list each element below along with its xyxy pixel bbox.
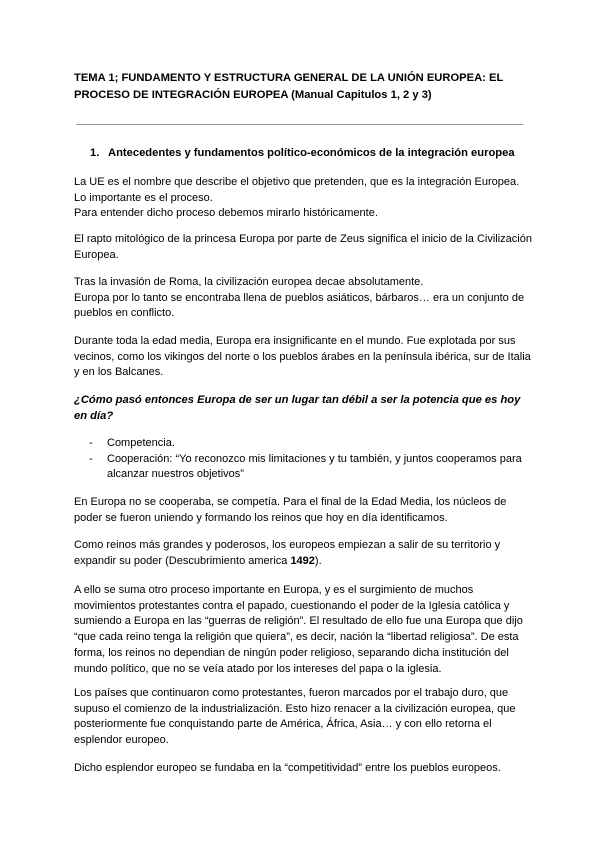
paragraph-text: El rapto mitológico de la princesa Europa por parte de Zeus significa el inicio de la Civilización Europea. <box>74 233 532 261</box>
paragraph-religion <box>74 583 534 677</box>
paragraph-line: Para entender dicho proceso debemos mirarlo históricamente. <box>74 207 378 220</box>
list-item <box>74 452 534 483</box>
horizontal-divider <box>76 124 523 125</box>
list-dash: - <box>89 452 93 465</box>
paragraph-text: Durante toda la edad media, Europa era insignificante en el mundo. Fue explotada por sus vecinos, como los vikingos del norte o los pueblos árabes en la península ibérica, sur de Italia y en los Balcanes. <box>74 335 531 379</box>
paragraph-rome <box>74 275 534 322</box>
section-heading-text: Antecedentes y fundamentos político-económicos de la integración europea <box>108 147 515 159</box>
list-item-text: Cooperación: “Yo reconozco mis limitaciones y tu también, y juntos cooperamos para alcanzar nuestros objetivos” <box>107 452 522 481</box>
question-heading <box>74 393 534 424</box>
paragraph-span: ). <box>314 554 322 567</box>
paragraph-competitiveness <box>74 761 534 777</box>
list-item-text: Competencia. <box>107 437 175 449</box>
paragraph-text: En Europa no se cooperaba, se competía. Para el final de la Edad Media, los núcleos de poder se fueron uniendo y formando los reinos que hoy en día identificamos. <box>74 496 507 524</box>
bullet-list <box>74 436 534 483</box>
paragraph-competition <box>74 495 534 526</box>
document-title: TEMA 1; FUNDAMENTO Y ESTRUCTURA GENERAL DE LA UNIÓN EUROPEA: EL PROCESO DE INTEGRACIÓN EUROPEA (Manual Capitulos 1, 2 y 3) <box>74 72 504 101</box>
paragraph-expansion <box>74 538 534 569</box>
section-heading <box>90 145 540 161</box>
paragraph-text: Los países que continuaron como protestantes, fueron marcados por el trabajo duro, que supuso el comienzo de la industrialización. Esto hizo renacer a la civilización europea, que posteriormente fue conquistando parte de América, África, Asia… y con ello retorna el esplendor europeo. <box>74 687 516 747</box>
paragraph-span: Como reinos más grandes y poderosos, los europeos empiezan a salir de su territorio y expandir su poder (Descubrimiento america <box>74 539 501 567</box>
paragraph-middle-ages <box>74 334 534 381</box>
paragraph-mythology <box>74 232 534 263</box>
paragraph-line: La UE es el nombre que describe el objetivo que pretenden, que es la integración Europea. <box>74 176 520 188</box>
paragraph-line: Tras la invasión de Roma, la civilización europea decae absolutamente. <box>74 276 424 288</box>
question-text: ¿Cómo pasó entonces Europa de ser un lugar tan débil a ser la potencia que es hoy en día? <box>74 394 521 422</box>
paragraph-text <box>74 538 534 569</box>
paragraph-line: Lo importante es el proceso. <box>74 191 213 204</box>
paragraph-industrialization <box>74 686 534 749</box>
list-item <box>74 436 534 452</box>
paragraph-text: Dicho esplendor europeo se fundaba en la “competitividad” entre los pueblos europeos. <box>74 762 501 774</box>
section-number: 1. <box>90 147 100 159</box>
paragraph-text: A ello se suma otro proceso importante en Europa, y es el surgimiento de muchos movimientos protestantes contra el papado, cuestionando el poder de la Iglesia católica y sumiendo a Europa en las “guerras de religión”. El resultado de ello fue una Europa que dijo “que cada reino tenga la religión que quiera”, es decir, nación la “libertad religiosa”. De esta forma, los reinos no dependian de ningún poder religioso, separando dicha institución del mundo político, que no se veía atado por los intereses del papa o la iglesia. <box>74 584 523 675</box>
year-bold: 1492 <box>290 554 315 567</box>
paragraph-line: Europa por lo tanto se encontraba llena de pueblos asiáticos, bárbaros… era un conjunto de pueblos en conflicto. <box>74 291 525 320</box>
list-dash: - <box>89 437 93 449</box>
paragraph-intro <box>74 175 534 222</box>
